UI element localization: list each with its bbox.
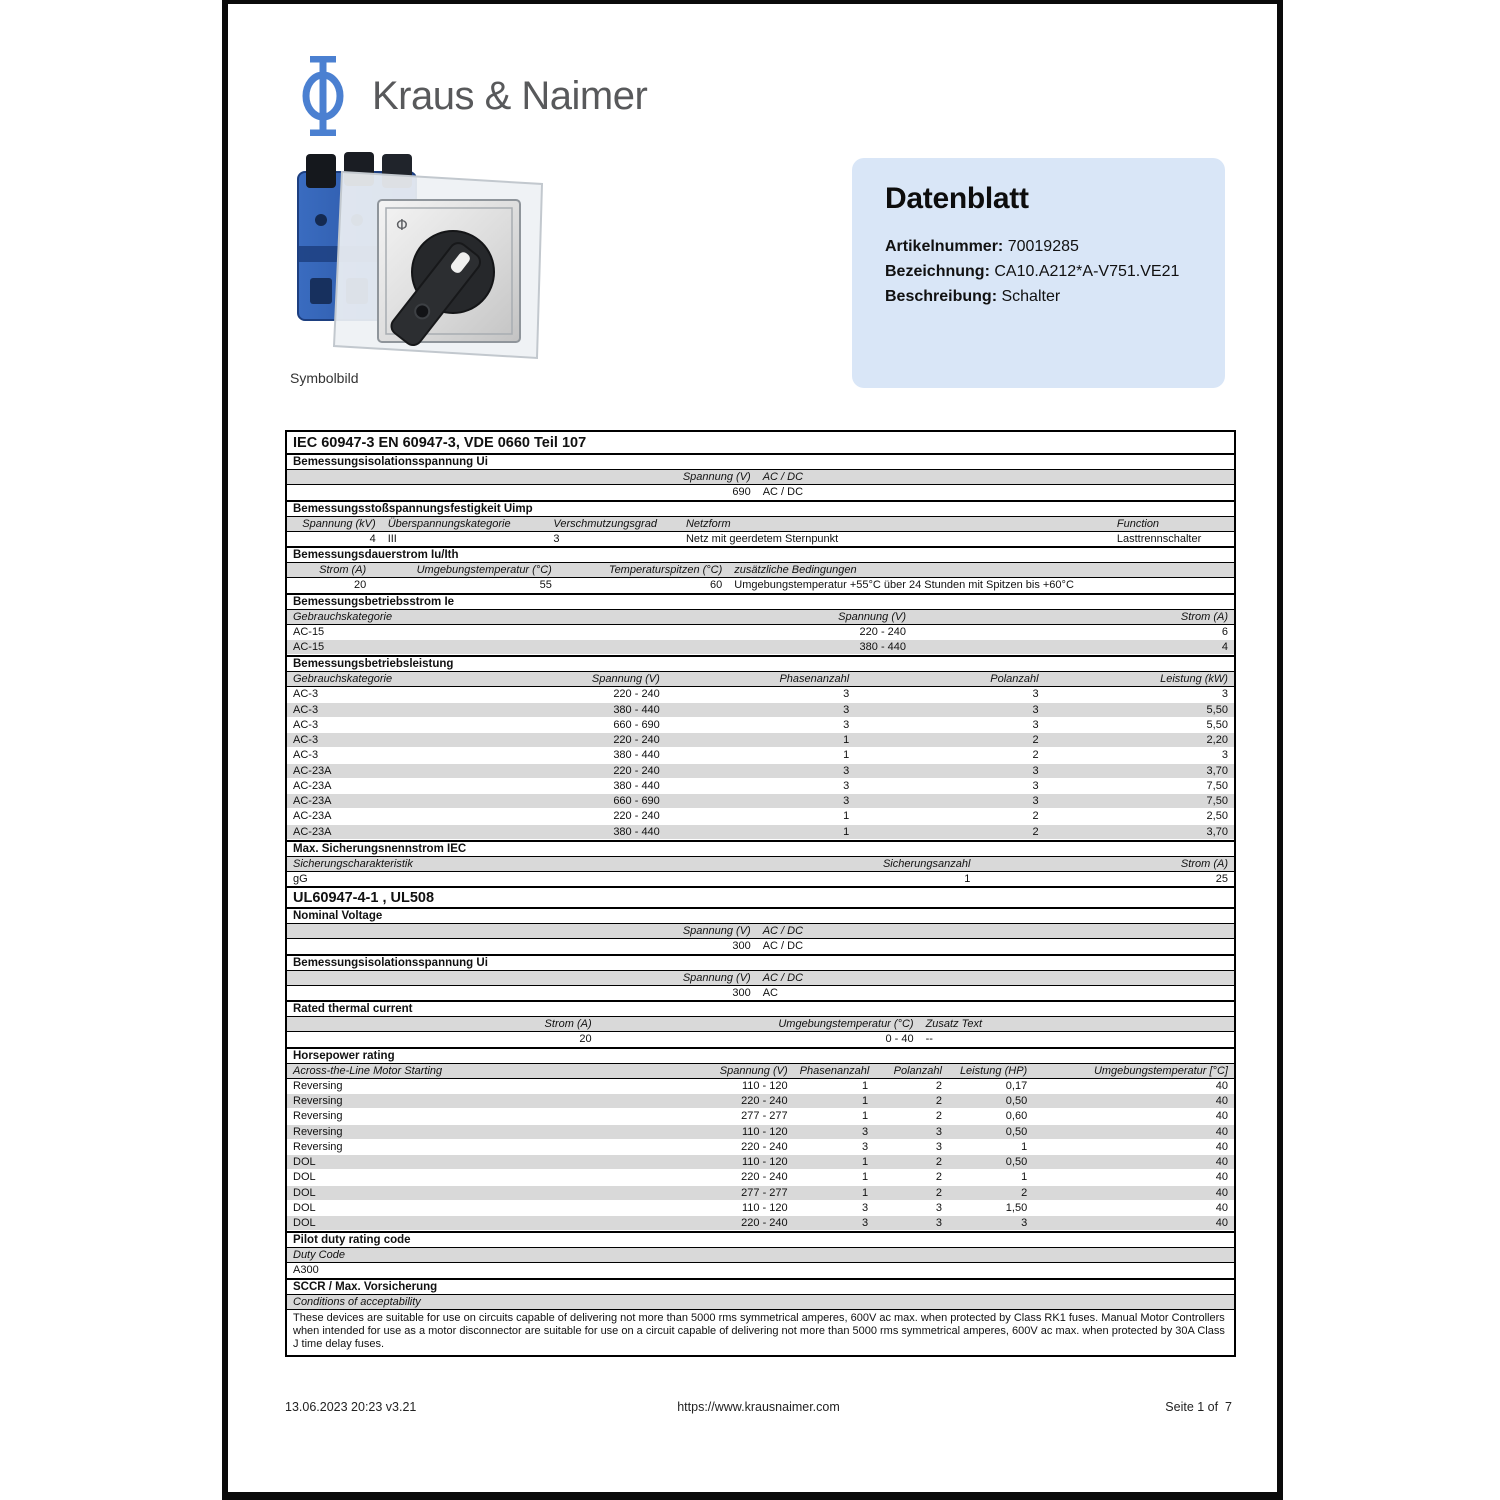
table-cell: Reversing xyxy=(293,1125,343,1138)
table-cell: 3 xyxy=(843,795,850,807)
table-cell: 5,50 xyxy=(1206,703,1228,716)
brand-phi-icon xyxy=(300,56,346,136)
table-cell: 40 xyxy=(1215,1171,1228,1184)
table-cell: 690 xyxy=(732,486,751,499)
table-cell: Spannung (V) xyxy=(682,925,751,937)
table-row-head xyxy=(287,563,1234,578)
table-cell: 0,50 xyxy=(1005,1125,1028,1138)
table-row-head xyxy=(287,672,1234,687)
table-cell: 220 - 240 xyxy=(741,1171,788,1184)
table-row-head xyxy=(287,1295,1234,1310)
table-cell: 660 - 690 xyxy=(613,718,660,731)
table-row-section xyxy=(287,954,1234,971)
table-cell: 1 xyxy=(1021,1171,1028,1184)
table-cell: 1 xyxy=(862,1079,869,1092)
table-cell: 3 xyxy=(935,1201,942,1214)
table-cell: Gebrauchskategorie xyxy=(293,610,393,623)
table-row-section xyxy=(287,593,1234,610)
table-cell: Bemessungsbetriebsleistung xyxy=(293,658,454,670)
table-cell: 40 xyxy=(1215,1186,1228,1199)
table-cell: 40 xyxy=(1215,1110,1228,1123)
table-row-val xyxy=(287,763,1234,779)
table-cell: DOL xyxy=(293,1171,316,1184)
table-cell: Bemessungsbetriebsstrom Ie xyxy=(293,595,455,608)
table-cell: 25 xyxy=(1215,872,1228,885)
table-row-val xyxy=(287,687,1234,702)
table-cell: 3 xyxy=(1021,1217,1028,1229)
table-cell: 0 - 40 xyxy=(885,1033,914,1046)
table-cell: III xyxy=(387,532,397,545)
table-row-val xyxy=(287,824,1234,840)
table-cell: 1 xyxy=(964,872,971,885)
brand-name: Kraus & Naimer xyxy=(372,73,648,118)
table-cell: 2,50 xyxy=(1206,810,1228,823)
table-cell: 7,50 xyxy=(1206,779,1228,792)
table-row-section xyxy=(287,840,1234,857)
table-cell: 1,50 xyxy=(1005,1201,1028,1214)
table-row-val xyxy=(287,532,1234,547)
table-row-section xyxy=(287,1000,1234,1017)
table-cell: 5,50 xyxy=(1206,718,1228,731)
table-cell: AC-23A xyxy=(293,764,332,777)
table-cell: 380 - 440 xyxy=(859,641,907,653)
table-row-val xyxy=(287,793,1234,809)
table-cell: Reversing xyxy=(293,1095,343,1107)
table-cell: 3 xyxy=(843,764,850,777)
table-cell: 3 xyxy=(1032,795,1039,807)
table-cell: Pilot duty rating code xyxy=(293,1234,411,1246)
table-row-val xyxy=(287,702,1234,718)
table-cell: Zusatz Text xyxy=(925,1018,983,1030)
table-cell: Phasenanzahl xyxy=(779,673,850,685)
table-cell: Reversing xyxy=(293,1140,343,1153)
table-cell: AC-23A xyxy=(293,795,332,807)
table-cell: 300 xyxy=(732,940,751,953)
table-cell: 380 - 440 xyxy=(613,825,660,838)
table-row-section xyxy=(287,1047,1234,1064)
table-cell: 20 xyxy=(353,579,367,592)
brand-header xyxy=(300,56,647,136)
table-row-section xyxy=(287,546,1234,563)
table-row-val xyxy=(287,1310,1234,1355)
table-cell: 20 xyxy=(579,1033,592,1046)
table-row-val xyxy=(287,872,1234,887)
table-cell: Max. Sicherungsnennstrom IEC xyxy=(293,842,467,855)
table-cell: Sicherungsanzahl xyxy=(882,857,971,870)
table-cell: 380 - 440 xyxy=(613,779,660,792)
infobox xyxy=(852,158,1225,388)
table-cell: Verschmutzungsgrad xyxy=(553,517,657,530)
table-cell: Temperaturspitzen (°C) xyxy=(608,564,723,576)
table-cell: Spannung (V) xyxy=(591,673,660,685)
table-cell: 3,70 xyxy=(1206,825,1228,838)
designation-field: Bezeichnung: CA10.A212*A-V751.VE21 xyxy=(885,263,1180,280)
table-row-title xyxy=(287,886,1234,907)
table-cell: 2 xyxy=(935,1079,942,1092)
table-cell: 3 xyxy=(1032,718,1039,731)
table-cell: Conditions of acceptability xyxy=(293,1295,421,1308)
table-cell: AC / DC xyxy=(762,940,804,953)
table-row-val xyxy=(287,1032,1234,1047)
table-cell: 1 xyxy=(843,734,850,746)
table-cell: DOL xyxy=(293,1186,316,1199)
table-row-section xyxy=(287,500,1234,517)
table-cell: AC-15 xyxy=(293,625,325,638)
table-cell: AC-23A xyxy=(293,810,332,823)
table-cell: Spannung (V) xyxy=(682,471,751,483)
table-cell: 3 xyxy=(862,1140,869,1153)
table-cell: 4 xyxy=(1221,641,1228,653)
table-cell: 3 xyxy=(1032,703,1039,716)
svg-text:Φ: Φ xyxy=(396,216,408,234)
table-cell: 2,20 xyxy=(1206,734,1228,746)
table-cell: 2 xyxy=(935,1186,942,1199)
table-cell: Horsepower rating xyxy=(293,1049,395,1062)
table-cell: 3 xyxy=(1032,779,1039,792)
table-cell: 380 - 440 xyxy=(613,703,660,716)
table-cell: 0,50 xyxy=(1005,1156,1028,1168)
table-row-section xyxy=(287,1278,1234,1295)
table-cell: 60 xyxy=(710,579,723,592)
table-row-val xyxy=(287,1079,1234,1094)
table-row-head xyxy=(287,1064,1234,1079)
table-cell: 3 xyxy=(935,1125,942,1138)
table-cell: 3 xyxy=(553,532,560,545)
table-cell: 110 - 120 xyxy=(741,1125,788,1138)
table-cell: SCCR / Max. Vorsicherung xyxy=(293,1280,438,1293)
table-cell: 220 - 240 xyxy=(859,625,907,638)
table-row-section xyxy=(287,655,1234,672)
table-cell: UL60947-4-1 , UL508 xyxy=(293,889,435,906)
table-cell: These devices are suitable for use on circuits capable of delivering not more than 5000 rms symmetrical amperes, 600V ac max. when protected by Class RK1 fuses. Manual Motor Controllers when intended for use as a motor disconnector are suitable for use on a circuit capable of delivering not more than 5000 rms symmetrical amperes, 600V ac max. when protected by 30A Class J time delay fuses. xyxy=(293,1311,1225,1350)
table-row-val xyxy=(287,1140,1234,1155)
table-cell: Lasttrennschalter xyxy=(1116,532,1202,545)
table-cell: 1 xyxy=(843,749,850,762)
table-cell: Leistung (kW) xyxy=(1160,673,1228,685)
table-cell: AC-15 xyxy=(293,641,325,653)
table-row-val xyxy=(287,485,1234,500)
table-cell: Umgebungstemperatur +55°C über 24 Stunden mit Spitzen bis +60°C xyxy=(734,579,1074,592)
table-cell: 277 - 277 xyxy=(741,1186,788,1199)
table-row-head xyxy=(287,610,1234,625)
table-cell: Umgebungstemperatur (°C) xyxy=(416,564,552,576)
table-cell: 3 xyxy=(1032,688,1039,701)
table-cell: DOL xyxy=(293,1201,316,1214)
table-cell: 40 xyxy=(1215,1140,1228,1153)
table-cell: 40 xyxy=(1215,1201,1228,1214)
table-row-val xyxy=(287,1109,1234,1124)
footer-page-number: Seite 1 of 7 xyxy=(1165,1400,1232,1414)
table-cell: 7,50 xyxy=(1206,795,1228,807)
table-cell: Strom (A) xyxy=(544,1018,592,1030)
table-cell: 110 - 120 xyxy=(741,1079,788,1092)
table-cell: 55 xyxy=(539,579,552,592)
table-cell: 2 xyxy=(935,1171,942,1184)
table-cell: Bemessungsstoßspannungsfestigkeit Uimp xyxy=(293,502,533,515)
table-cell: 1 xyxy=(862,1110,869,1123)
table-row-val xyxy=(287,986,1234,1001)
table-cell: Strom (A) xyxy=(319,564,367,576)
table-cell: Reversing xyxy=(293,1079,343,1092)
table-cell: AC / DC xyxy=(762,971,804,984)
description-field: Beschreibung: Schalter xyxy=(885,288,1061,305)
table-row-val xyxy=(287,1215,1234,1231)
table-row-val xyxy=(287,639,1234,655)
table-cell: Umgebungstemperatur (°C) xyxy=(778,1018,914,1030)
table-cell: Bemessungsisolationsspannung Ui xyxy=(293,456,488,468)
table-cell: 1 xyxy=(862,1171,869,1184)
table-row-val xyxy=(287,1185,1234,1201)
table-cell: 660 - 690 xyxy=(613,795,660,807)
table-cell: 40 xyxy=(1215,1095,1228,1107)
table-row-val xyxy=(287,1201,1234,1216)
table-cell: 1 xyxy=(1021,1140,1028,1153)
table-cell: 40 xyxy=(1215,1079,1228,1092)
table-cell: 2 xyxy=(935,1156,942,1168)
table-cell: Strom (A) xyxy=(1180,610,1228,623)
table-cell: 3 xyxy=(1221,688,1228,701)
table-cell: 220 - 240 xyxy=(613,764,660,777)
table-cell: 1 xyxy=(843,825,850,838)
table-row-head xyxy=(287,857,1234,872)
table-cell: 3 xyxy=(843,703,850,716)
table-cell: 6 xyxy=(1221,625,1228,638)
table-row-val xyxy=(287,809,1234,824)
table-cell: Reversing xyxy=(293,1110,343,1123)
table-cell: AC / DC xyxy=(762,486,804,499)
table-cell: 3 xyxy=(1032,764,1039,777)
footer-url: https://www.krausnaimer.com xyxy=(677,1400,840,1414)
table-cell: 277 - 277 xyxy=(741,1110,788,1123)
table-cell: zusätzliche Bedingungen xyxy=(734,564,857,576)
table-cell: 2 xyxy=(1032,734,1039,746)
table-cell: Spannung (V) xyxy=(682,971,751,984)
table-cell: Spannung (V) xyxy=(719,1064,788,1077)
table-cell: Bemessungsisolationsspannung Ui xyxy=(293,956,488,969)
table-cell: 220 - 240 xyxy=(613,810,660,823)
table-cell: Spannung (V) xyxy=(838,610,907,623)
table-cell: AC-23A xyxy=(293,779,332,792)
table-cell: 2 xyxy=(935,1095,942,1107)
table-cell: Leistung (HP) xyxy=(959,1064,1028,1077)
table-cell: DOL xyxy=(293,1217,316,1229)
table-row-val xyxy=(287,625,1234,640)
table-cell: Rated thermal current xyxy=(293,1003,413,1015)
table-cell: Across-the-Line Motor Starting xyxy=(293,1064,443,1077)
table-cell: Spannung (kV) xyxy=(302,517,376,530)
table-cell: A300 xyxy=(293,1264,319,1277)
table-row-head xyxy=(287,470,1234,485)
table-row-section xyxy=(287,1231,1234,1248)
table-cell: 220 - 240 xyxy=(741,1217,788,1229)
table-cell: 4 xyxy=(369,532,376,545)
table-cell: IEC 60947-3 EN 60947-3, VDE 0660 Teil 107 xyxy=(293,434,587,451)
table-cell: Duty Code xyxy=(293,1249,345,1261)
table-cell: Function xyxy=(1116,517,1160,530)
product-image xyxy=(290,150,566,370)
table-row-head xyxy=(287,1248,1234,1263)
table-row-section xyxy=(287,907,1234,924)
table-row-head xyxy=(287,1017,1234,1032)
table-cell: 40 xyxy=(1215,1217,1228,1229)
table-cell: 110 - 120 xyxy=(741,1156,788,1168)
table-cell: 110 - 120 xyxy=(741,1201,788,1214)
table-cell: 2 xyxy=(1021,1186,1028,1199)
table-row-val xyxy=(287,1093,1234,1109)
table-cell: 2 xyxy=(1032,749,1039,762)
table-row-val xyxy=(287,718,1234,733)
table-cell: 3 xyxy=(935,1140,942,1153)
table-cell: AC / DC xyxy=(762,925,804,937)
table-cell: 2 xyxy=(1032,825,1039,838)
table-row-head xyxy=(287,971,1234,986)
table-cell: 40 xyxy=(1215,1125,1228,1138)
table-cell: Netzform xyxy=(685,517,731,530)
table-row-head xyxy=(287,517,1234,532)
table-row-val xyxy=(287,732,1234,748)
table-row-val xyxy=(287,1170,1234,1185)
symbol-caption: Symbolbild xyxy=(290,370,359,386)
table-cell: 1 xyxy=(843,810,850,823)
table-row-val xyxy=(287,939,1234,954)
table-cell: Polanzahl xyxy=(893,1064,942,1077)
table-cell: Strom (A) xyxy=(1180,857,1228,870)
table-cell: 3 xyxy=(1221,749,1228,762)
table-cell: Überspannungskategorie xyxy=(387,517,511,530)
table-cell: Polanzahl xyxy=(990,673,1039,685)
table-cell: 1 xyxy=(862,1095,869,1107)
table-cell: 3,70 xyxy=(1206,764,1228,777)
table-cell: 380 - 440 xyxy=(613,749,660,762)
table-cell: Nominal Voltage xyxy=(293,910,383,922)
table-cell: Netz mit geerdetem Sternpunkt xyxy=(685,532,839,545)
table-cell: 3 xyxy=(862,1217,869,1229)
table-cell: 0,17 xyxy=(1005,1079,1028,1092)
table-cell: 220 - 240 xyxy=(741,1095,788,1107)
table-cell: 3 xyxy=(843,688,850,701)
table-cell: 2 xyxy=(935,1110,942,1123)
table-row-section xyxy=(287,453,1234,470)
footer-timestamp: 13.06.2023 20:23 v3.21 xyxy=(285,1400,417,1414)
table-cell: 220 - 240 xyxy=(741,1140,788,1153)
table-cell: AC / DC xyxy=(762,471,804,483)
table-cell: 300 xyxy=(732,986,751,999)
table-cell: 1 xyxy=(862,1156,869,1168)
table-cell: 0,50 xyxy=(1005,1095,1028,1107)
table-cell: Gebrauchskategorie xyxy=(293,673,393,685)
table-cell: Sicherungscharakteristik xyxy=(293,857,413,870)
table-cell: Phasenanzahl xyxy=(799,1064,870,1077)
table-cell: 3 xyxy=(935,1217,942,1229)
table-cell: 3 xyxy=(862,1201,869,1214)
table-cell: 3 xyxy=(843,718,850,731)
table-cell: DOL xyxy=(293,1156,316,1168)
table-cell: Bemessungsdauerstrom Iu/Ith xyxy=(293,549,459,561)
spec-table xyxy=(285,430,1236,1357)
table-cell: 3 xyxy=(843,779,850,792)
table-cell: 40 xyxy=(1215,1156,1228,1168)
table-row-head xyxy=(287,924,1234,939)
table-cell: Umgebungstemperatur [°C] xyxy=(1093,1064,1228,1077)
table-cell: AC-3 xyxy=(293,749,319,762)
datasheet-page xyxy=(222,0,1283,1500)
table-row-val xyxy=(287,1154,1234,1170)
table-cell: AC-3 xyxy=(293,718,319,731)
table-row-val xyxy=(287,578,1234,593)
table-cell: 2 xyxy=(1032,810,1039,823)
table-cell: gG xyxy=(293,872,308,885)
table-cell: AC xyxy=(762,986,778,999)
article-number-field: Artikelnummer: 70019285 xyxy=(885,238,1079,255)
table-cell: 220 - 240 xyxy=(613,688,660,701)
table-cell: 3 xyxy=(862,1125,869,1138)
table-row-val xyxy=(287,1263,1234,1278)
table-cell: AC-3 xyxy=(293,703,319,716)
table-row-title xyxy=(287,432,1234,453)
table-cell: 1 xyxy=(862,1186,869,1199)
table-cell: AC-23A xyxy=(293,825,332,838)
table-cell: 220 - 240 xyxy=(613,734,660,746)
table-row-val xyxy=(287,779,1234,794)
table-cell: 0,60 xyxy=(1005,1110,1028,1123)
table-row-val xyxy=(287,748,1234,763)
page-title: Datenblatt xyxy=(885,182,1029,215)
table-row-val xyxy=(287,1124,1234,1140)
table-cell: AC-3 xyxy=(293,688,319,701)
table-cell: -- xyxy=(925,1033,933,1046)
table-cell: AC-3 xyxy=(293,734,319,746)
